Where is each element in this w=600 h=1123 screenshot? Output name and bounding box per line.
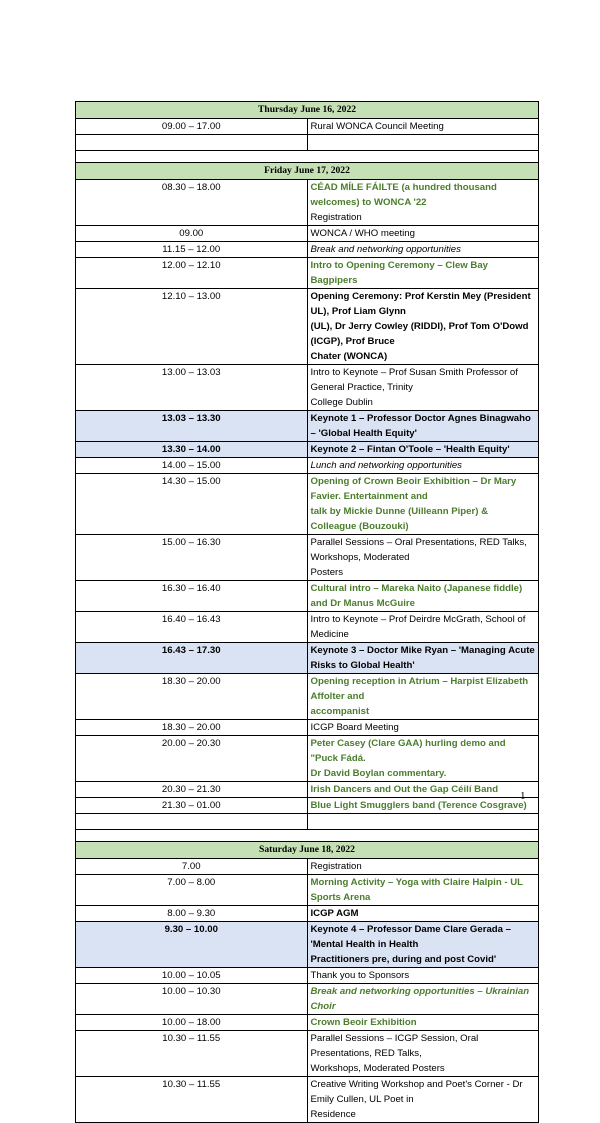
schedule-row [76, 135, 539, 151]
event-line: Rural WONCA Council Meeting [310, 121, 444, 132]
event-cell [307, 984, 539, 1015]
event-line: Registration [310, 212, 362, 223]
schedule-row [76, 674, 539, 720]
event-line: Break and networking opportunities [310, 244, 461, 255]
event-cell [307, 720, 539, 736]
time-cell: 09.00 – 17.00 [76, 119, 308, 135]
time-cell: 14.00 – 15.00 [76, 458, 308, 474]
time-cell [76, 135, 308, 151]
schedule-row [76, 720, 539, 736]
schedule-row [76, 875, 539, 906]
time-cell: 15.00 – 16.30 [76, 535, 308, 581]
keynote-row [76, 643, 539, 674]
time-cell: 7.00 [76, 859, 308, 875]
event-line: Crown Beoir Exhibition [310, 1017, 417, 1028]
time-cell: 10.30 – 11.55 [76, 1077, 308, 1123]
event-cell [307, 612, 539, 643]
event-line: College Dublin [310, 397, 373, 408]
event-line: Keynote 4 – Professor Dame Clare Gerada – 'Mental Health in Health [310, 924, 511, 950]
event-cell [307, 442, 539, 458]
schedule-row [76, 226, 539, 242]
event-cell [307, 736, 539, 782]
day-spacer [76, 830, 539, 842]
schedule-row [76, 984, 539, 1015]
time-cell: 08.30 – 18.00 [76, 180, 308, 226]
event-cell [307, 814, 539, 830]
time-cell: 10.00 – 18.00 [76, 1015, 308, 1031]
event-line: Practitioners pre, during and post Covid' [310, 954, 497, 965]
time-cell: 10.30 – 11.55 [76, 1031, 308, 1077]
event-line: WONCA / WHO meeting [310, 228, 415, 239]
event-cell [307, 1077, 539, 1123]
event-line: Thank you to Sponsors [310, 970, 410, 981]
event-line: Blue Light Smugglers band (Terence Cosgrave) [310, 800, 527, 811]
time-cell: 12.00 – 12.10 [76, 258, 308, 289]
schedule-row [76, 581, 539, 612]
event-line: Morning Activity – Yoga with Claire Halpin - UL Sports Arena [310, 877, 523, 903]
event-line: Chater (WONCA) [310, 351, 388, 362]
schedule-row [76, 365, 539, 411]
time-cell: 10.00 – 10.05 [76, 968, 308, 984]
time-cell: 20.30 – 21.30 [76, 782, 308, 798]
schedule-row [76, 119, 539, 135]
event-cell [307, 922, 539, 968]
day-title: Saturday June 18, 2022 [76, 842, 539, 859]
event-cell [307, 782, 539, 798]
event-line [311, 814, 536, 829]
day-spacer [76, 151, 539, 163]
time-cell: 13.30 – 14.00 [76, 442, 308, 458]
event-line: Irish Dancers and Out the Gap Céilí Band [310, 784, 499, 795]
event-cell [307, 411, 539, 442]
time-cell: 09.00 [76, 226, 308, 242]
event-line: ICGP AGM [310, 908, 359, 919]
schedule-row [76, 1015, 539, 1031]
day-title: Thursday June 16, 2022 [76, 102, 539, 119]
time-cell [76, 814, 308, 830]
event-cell [307, 1031, 539, 1077]
day-title: Friday June 17, 2022 [76, 163, 539, 180]
event-cell [307, 968, 539, 984]
event-line: Creative Writing Workshop and Poet's Corner - Dr Emily Cullen, UL Poet in [310, 1079, 523, 1105]
keynote-row [76, 411, 539, 442]
event-line: Opening of Crown Beoir Exhibition – Dr Mary Favier. Entertainment and [310, 476, 517, 502]
schedule-row [76, 180, 539, 226]
event-cell [307, 1015, 539, 1031]
event-line: Opening reception in Atrium – Harpist Elizabeth Affolter and [310, 676, 529, 702]
event-cell [307, 119, 539, 135]
time-cell: 18.30 – 20.00 [76, 720, 308, 736]
event-cell [307, 289, 539, 365]
schedule-row [76, 458, 539, 474]
event-line: (UL), Dr Jerry Cowley (RIDDI), Prof Tom O'Dowd (ICGP), Prof Bruce [310, 321, 529, 347]
schedule-table [75, 101, 539, 1123]
time-cell: 21.30 – 01.00 [76, 798, 308, 814]
event-line: Workshops, Moderated Posters [310, 1063, 445, 1074]
event-cell [307, 875, 539, 906]
schedule-row [76, 474, 539, 535]
schedule-row [76, 535, 539, 581]
time-cell: 16.30 – 16.40 [76, 581, 308, 612]
time-cell: 13.03 – 13.30 [76, 411, 308, 442]
event-cell [307, 474, 539, 535]
time-cell: 8.00 – 9.30 [76, 906, 308, 922]
event-line: Residence [310, 1109, 356, 1120]
event-cell [307, 135, 539, 151]
event-cell [307, 180, 539, 226]
time-cell: 18.30 – 20.00 [76, 674, 308, 720]
time-cell: 14.30 – 15.00 [76, 474, 308, 535]
event-cell [307, 458, 539, 474]
event-line: Peter Casey (Clare GAA) hurling demo and "Puck Fádá. [310, 738, 506, 764]
schedule-row [76, 859, 539, 875]
event-line: ICGP Board Meeting [310, 722, 399, 733]
event-cell [307, 365, 539, 411]
schedule-row [76, 258, 539, 289]
event-line: Opening Ceremony: Prof Kerstin Mey (President UL), Prof Liam Glynn [310, 291, 531, 317]
time-cell: 7.00 – 8.00 [76, 875, 308, 906]
time-cell: 16.40 – 16.43 [76, 612, 308, 643]
keynote-row [76, 442, 539, 458]
event-line: Break and networking opportunities – Ukrainian Choir [310, 986, 530, 1012]
time-cell: 12.10 – 13.00 [76, 289, 308, 365]
event-cell [307, 226, 539, 242]
event-cell [307, 906, 539, 922]
event-cell [307, 798, 539, 814]
page-number: 1 [520, 790, 526, 802]
schedule-row [76, 612, 539, 643]
time-cell: 16.43 – 17.30 [76, 643, 308, 674]
schedule-row [76, 906, 539, 922]
keynote-row [76, 922, 539, 968]
schedule-row [76, 242, 539, 258]
schedule-row [76, 1031, 539, 1077]
schedule-row [76, 782, 539, 798]
event-cell [307, 674, 539, 720]
event-line: CÉAD MÍLE FÁILTE (a hundred thousand welcomes) to WONCA '22 [310, 182, 497, 208]
event-line: Cultural intro – Mareka Naito (Japanese fiddle) and Dr Manus McGuire [310, 583, 523, 609]
event-line: Intro to Keynote – Prof Deirdre McGrath, School of Medicine [310, 614, 526, 640]
event-line: Intro to Opening Ceremony – Clew Bay Bagpipers [310, 260, 489, 286]
schedule-row [76, 968, 539, 984]
day-header [76, 842, 539, 859]
event-cell [307, 581, 539, 612]
event-cell [307, 859, 539, 875]
schedule-row [76, 798, 539, 814]
event-line: Registration [310, 861, 362, 872]
event-line: Keynote 2 – Fintan O'Toole – 'Health Equity' [310, 444, 510, 455]
event-line: Dr David Boylan commentary. [310, 768, 447, 779]
day-header [76, 163, 539, 180]
event-cell [307, 643, 539, 674]
event-line: Parallel Sessions – Oral Presentations, RED Talks, Workshops, Moderated [310, 537, 527, 563]
event-line: Keynote 1 – Professor Doctor Agnes Binagwaho – 'Global Health Equity' [310, 413, 531, 439]
event-cell [307, 242, 539, 258]
schedule-row [76, 736, 539, 782]
schedule-row [76, 289, 539, 365]
schedule-row [76, 1077, 539, 1123]
event-line: Keynote 3 – Doctor Mike Ryan – 'Managing Acute Risks to Global Health' [310, 645, 535, 671]
event-line: Posters [310, 567, 344, 578]
time-cell: 13.00 – 13.03 [76, 365, 308, 411]
event-line: Intro to Keynote – Prof Susan Smith Professor of General Practice, Trinity [310, 367, 518, 393]
event-cell [307, 258, 539, 289]
time-cell: 10.00 – 10.30 [76, 984, 308, 1015]
day-header [76, 102, 539, 119]
event-line: Lunch and networking opportunities [310, 460, 462, 471]
event-cell [307, 535, 539, 581]
event-line: Parallel Sessions – ICGP Session, Oral Presentations, RED Talks, [310, 1033, 479, 1059]
event-line: talk by Mickie Dunne (Uilleann Piper) & Colleague (Bouzouki) [310, 506, 489, 532]
time-cell: 20.00 – 20.30 [76, 736, 308, 782]
event-line: accompanist [310, 706, 370, 717]
time-cell: 9.30 – 10.00 [76, 922, 308, 968]
time-cell: 11.15 – 12.00 [76, 242, 308, 258]
event-line [311, 135, 536, 150]
schedule-row [76, 814, 539, 830]
